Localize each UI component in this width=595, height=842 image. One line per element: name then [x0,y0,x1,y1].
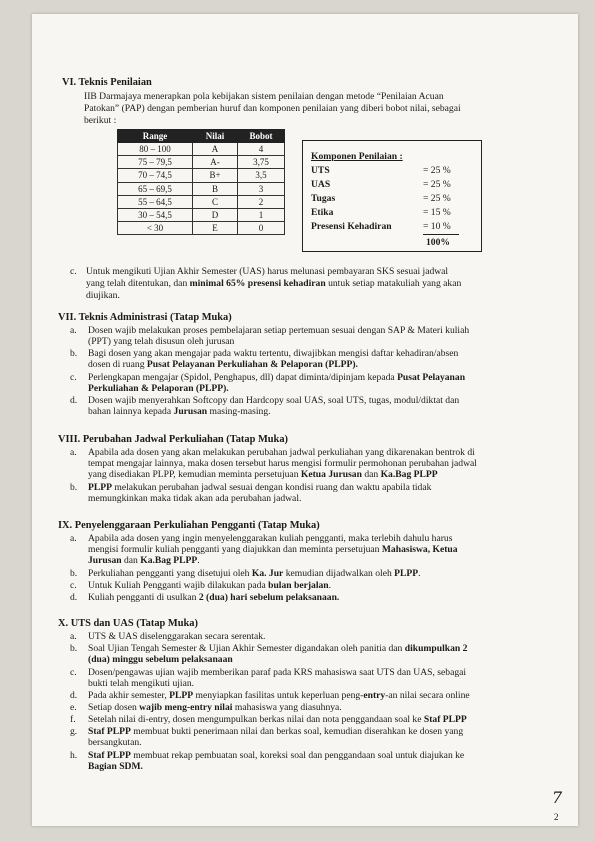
cell-bobot: 3,75 [238,156,285,169]
cell-bobot: 2 [238,195,285,208]
item-label: c. [70,667,77,678]
cell-bobot: 4 [238,143,285,156]
section-8-heading: VIII. Perubahan Jadwal Perkuliahan (Tatap Muka) [58,434,288,445]
item-label: d. [70,395,78,406]
s7-d-line-2: bahan lainnya kepada Jurusan masing-masing. [88,406,271,417]
cell-range: 80 – 100 [118,143,193,156]
komponen-penilaian-box [302,140,482,252]
cell-bobot: 0 [238,222,285,235]
section-10-heading: X. UTS dan UAS (Tatap Muka) [58,618,198,629]
s6-intro-line-2: Patokan” (PAP) dengan pemberian huruf dan komponen penilaian yang diberi bobot nilai, sebagai [84,103,461,114]
grade-table-header [118,130,285,143]
col-range: Range [118,130,193,143]
s8-a-line-2: tempat mengajar lainnya, maka dosen tersebut harus mengisi formulir permohonan perubahan jadwal [88,458,477,469]
item-label: a. [70,533,77,544]
komponen-name: UTS [311,165,330,176]
s10-e-line: Setiap dosen wajib meng-entry nilai mahasiswa yang diasuhnya. [88,702,342,713]
cell-bobot: 3,5 [238,169,285,182]
item-label: h. [70,750,78,761]
handwritten-mark: 7 [552,788,563,807]
s9-a-line-1: Apabila ada dosen yang ingin menyelenggarakan kuliah pengganti, maka terlebih dahulu harus [88,533,453,544]
cell-bobot: 3 [238,182,285,195]
s10-h-line-1: Staf PLPP membuat rekap pembuatan soal, koreksi soal dan penggandaan soal untuk diajukan ke [88,750,465,761]
komponen-value: = 25 % [423,179,451,190]
table-row [118,182,285,195]
s7-c-line-1: Perlengkapan mengajar (Spidol, Penghapus, dll) dapat diminta/dipinjam kepada Pusat Pelayanan [88,372,466,383]
grade-table [117,129,285,235]
item-label: b. [70,482,78,493]
cell-nilai: A- [193,156,238,169]
table-row [118,222,285,235]
s6-intro-line-3: berikut : [84,115,117,126]
s9-c-line: Untuk Kuliah Pengganti wajib dilakukan pada bulan berjalan. [88,580,332,591]
item-label: c. [70,580,77,591]
komponen-value: = 10 % [423,221,451,232]
item-label: b. [70,348,78,359]
s9-a-line-2: mengisi formulir kuliah pengganti yang diajukkan dan meminta persetujuan Mahasiswa, Ketua [88,544,458,555]
s7-a-line-2: (PPT) yang telah disusun oleh jurusan [88,336,235,347]
item-label: c. [70,266,77,277]
cell-nilai: B [193,182,238,195]
s7-b-line-2: dosen di ruang Pusat Pelayanan Perkuliahan & Pelaporan (PLPP). [88,359,358,370]
s7-d-line-1: Dosen wajib menyerahkan Softcopy dan Hardcopy soal UAS, soal UTS, tugas, modul/diktat dan [88,395,460,406]
komponen-name: Tugas [311,193,336,204]
table-row [118,169,285,182]
document-page [32,14,578,826]
s6-c-line-2: yang telah ditentukan, dan minimal 65% presensi kehadiran untuk setiap matakuliah yang akan [86,278,462,289]
item-label: g. [70,726,78,737]
s10-c-line-2: bukti telah mengikuti ujian. [88,678,195,689]
s7-c-line-2: Perkuliahan & Pelaporan (PLPP). [88,383,229,394]
table-row [118,143,285,156]
s9-d-line: Kuliah pengganti di usulkan 2 (dua) hari sebelum pelaksanaan. [88,592,340,603]
komponen-name: UAS [311,179,331,190]
section-6-heading: VI. Teknis Penilaian [62,77,152,88]
cell-range: 70 – 74,5 [118,169,193,182]
komponen-row [311,179,471,190]
cell-range: 30 – 54,5 [118,208,193,221]
komponen-value: = 15 % [423,207,451,218]
col-bobot: Bobot [238,130,285,143]
item-label: a. [70,447,77,458]
s10-d-line: Pada akhir semester, PLPP menyiapkan fasilitas untuk keperluan peng-entry-an nilai secara online [88,690,470,701]
col-nilai: Nilai [193,130,238,143]
item-label: b. [70,643,78,654]
item-label: a. [70,325,77,336]
cell-nilai: D [193,208,238,221]
cell-nilai: E [193,222,238,235]
s7-a-line-1: Dosen wajib melakukan proses pembelajaran setiap pertemuan sesuai dengan SAP & Materi kuliah [88,325,470,336]
s6-c-line-3: diujikan. [86,290,120,301]
s8-b-line-1: PLPP melakukan perubahan jadwal sesuai dengan kondisi ruang dan waktu apabila tidak [88,482,432,493]
item-label: b. [70,568,78,579]
s10-f-line: Setelah nilai di-entry, dosen mengumpulkan berkas nilai dan nota penggandaan soal ke Staf PLPP [88,714,467,725]
cell-nilai: C [193,195,238,208]
s9-a-line-3: Jurusan dan Ka.Bag PLPP. [88,555,200,566]
komponen-row [311,207,471,218]
s10-b-line-2: (dua) minggu sebelum pelaksanaan [88,654,233,665]
cell-range: 75 – 79,5 [118,156,193,169]
s10-b-line-1: Soal Ujian Tengah Semester & Ujian Akhir Semester digandakan oleh panitia dan dikumpulkan 2 [88,643,468,654]
cell-nilai: A [193,143,238,156]
s10-c-line-1: Dosen/pengawas ujian wajib memberikan paraf pada KRS mahasiswa saat UTS dan UAS, sebagai [88,667,467,678]
s9-b-line: Perkuliahan pengganti yang disetujui oleh Ka. Jur kemudian dijadwalkan oleh PLPP. [88,568,421,579]
komponen-row [311,221,471,232]
cell-range: 65 – 69,5 [118,182,193,195]
komponen-total: 100% [426,237,450,248]
s10-g-line-1: Staf PLPP membuat bukti penerimaan nilai dan berkas soal, kemudian diserahkan ke dosen yang [88,726,464,737]
s7-b-line-1: Bagi dosen yang akan mengajar pada waktu tertentu, diwajibkan mengisi daftar kehadiran/absen [88,348,459,359]
sum-rule [423,234,459,235]
s6-c-line-1: Untuk mengikuti Ujian Akhir Semester (UAS) harus melunasi pembayaran SKS sesuai jadwal [86,266,449,277]
s10-h-line-2: Bagian SDM. [88,761,143,772]
page-number: 2 [554,812,559,822]
komponen-row [311,165,471,176]
cell-range: < 30 [118,222,193,235]
item-label: a. [70,631,77,642]
komponen-value: = 25 % [423,193,451,204]
item-label: d. [70,690,78,701]
s6-intro-line-1: IIB Darmajaya menerapkan pola kebijakan sistem penilaian dengan metode “Penilaian Acuan [84,91,444,102]
table-row [118,208,285,221]
s10-a-line: UTS & UAS diselenggarakan secara serentak. [88,631,266,642]
cell-nilai: B+ [193,169,238,182]
table-row [118,156,285,169]
s8-a-line-1: Apabila ada dosen yang akan melakukan perubahan jadwal perkuliahan yang dikarenakan bentrok di [88,447,475,458]
cell-range: 55 – 64,5 [118,195,193,208]
item-label: c. [70,372,77,383]
item-label: e. [70,702,77,713]
komponen-name: Presensi Kehadiran [311,221,392,232]
item-label: d. [70,592,78,603]
section-9-heading: IX. Penyelenggaraan Perkuliahan Pengganti (Tatap Muka) [58,520,320,531]
table-row [118,195,285,208]
section-7-heading: VII. Teknis Administrasi (Tatap Muka) [58,312,232,323]
s8-a-line-3: yang disediakan PLPP, kemudian meminta persetujuan Ketua Jurusan dan Ka.Bag PLPP [88,469,438,480]
komponen-row [311,193,471,204]
s8-b-line-2: memungkinkan maka tidak akan ada perubahan jadwal. [88,493,302,504]
item-label: f. [70,714,76,725]
cell-bobot: 1 [238,208,285,221]
s10-g-line-2: bersangkutan. [88,737,142,748]
komponen-value: = 25 % [423,165,451,176]
komponen-name: Etika [311,207,334,218]
komponen-title: Komponen Penilaian : [311,151,403,162]
